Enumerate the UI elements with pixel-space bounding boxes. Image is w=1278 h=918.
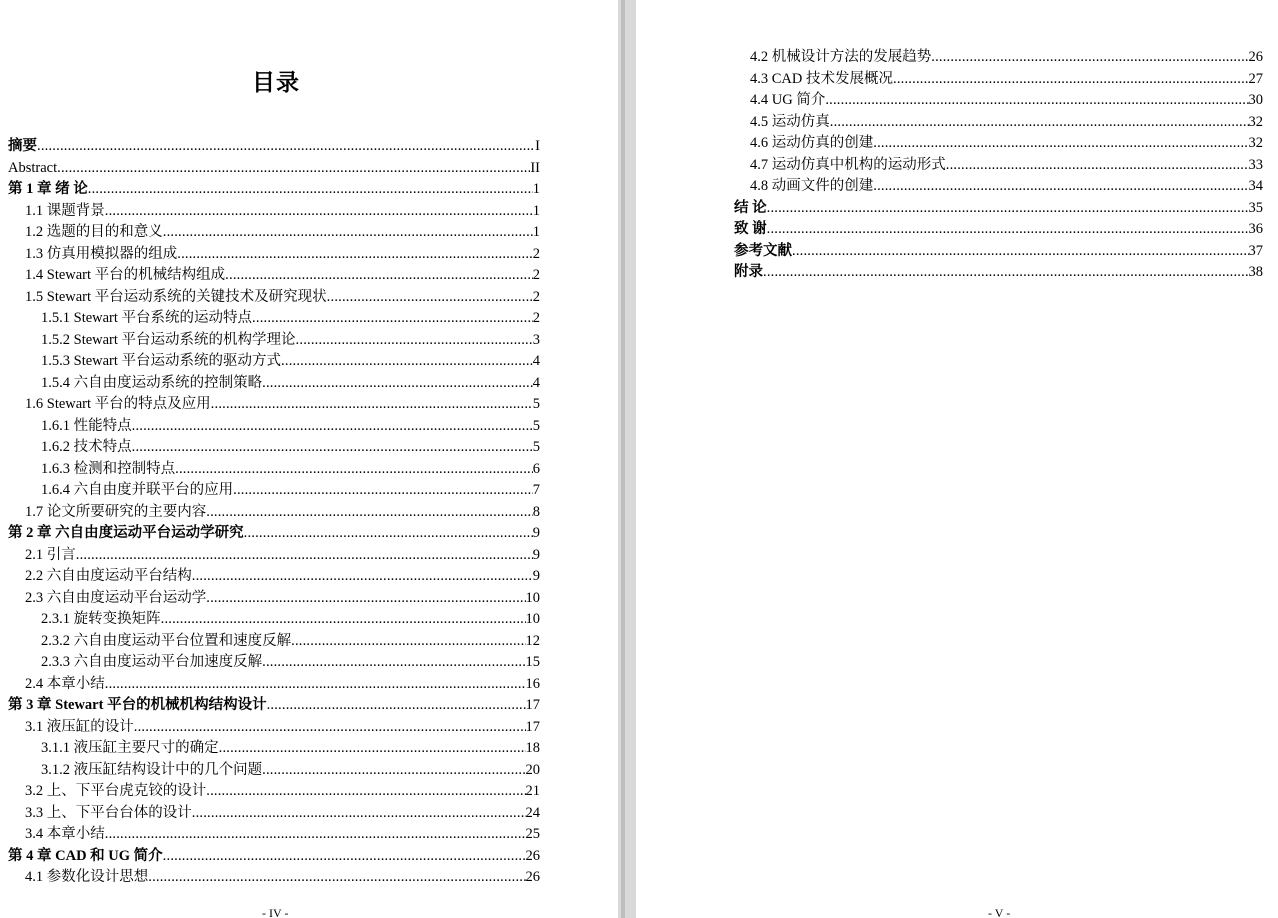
dot-leader: [946, 155, 1249, 177]
toc-entry-page: 21: [525, 783, 540, 799]
dot-leader: [148, 867, 525, 889]
toc-entry-1-5-3[interactable]: [8, 351, 540, 373]
dot-leader: [767, 198, 1249, 220]
toc-entry-page: 17: [525, 697, 540, 713]
toc-entry-page: 35: [1248, 199, 1263, 216]
dot-leader: [105, 674, 526, 696]
dot-leader: [57, 158, 530, 180]
toc-entry-label: 1.6.1 性能特点: [41, 417, 132, 434]
toc-entry-4-5[interactable]: [734, 112, 1263, 134]
toc-entry-label: 3.1 液压缸的设计: [25, 718, 134, 735]
dot-leader: [233, 480, 533, 502]
toc-entry-label: 1.6 Stewart 平台的特点及应用: [25, 396, 211, 412]
toc-entry-page: 30: [1248, 92, 1263, 108]
toc-entry-page: 38: [1248, 264, 1263, 280]
toc-entry-1-1[interactable]: [8, 201, 540, 223]
toc-entry-label: 4.2 机械设计方法的发展趋势: [750, 49, 932, 65]
dot-leader: [262, 652, 525, 674]
toc-entry-3-4[interactable]: [8, 824, 540, 846]
dot-leader: [37, 136, 535, 158]
toc-entry-label: 摘要: [8, 138, 37, 154]
toc-entry-label: 4.1 参数化设计思想: [25, 869, 149, 885]
toc-entry-1-6-4[interactable]: [8, 480, 540, 502]
toc-entry-page: 7: [532, 482, 540, 498]
dot-leader: [175, 459, 533, 481]
toc-entry-page: 2: [532, 245, 540, 262]
toc-entry-label: 4.6 运动仿真的创建: [750, 135, 874, 151]
toc-entry-2-4[interactable]: [8, 674, 540, 696]
toc-entry-1-5-2[interactable]: [8, 330, 540, 352]
toc-entry-label: 1.6.4 六自由度并联平台的应用: [41, 482, 234, 498]
dot-leader: [830, 112, 1249, 134]
toc-entry-label: 第 2 章 六自由度运动平台运动学研究: [8, 525, 244, 541]
toc-entry-page: 26: [525, 847, 540, 864]
toc-entry-label: 2.3.2 六自由度运动平台位置和速度反解: [41, 632, 292, 649]
toc-entry-label: 4.7 运动仿真中机构的运动形式: [750, 156, 946, 173]
toc-entry-references[interactable]: [734, 241, 1263, 263]
dot-leader: [931, 47, 1248, 69]
toc-entry-4-2[interactable]: [734, 47, 1263, 69]
toc-entry-page: 2: [532, 310, 540, 326]
dot-leader: [105, 824, 526, 846]
toc-entry-page: 33: [1248, 156, 1263, 173]
toc-entry-page: 1: [532, 181, 540, 197]
toc-entry-label: 1.5.3 Stewart 平台运动系统的驱动方式: [41, 353, 282, 369]
toc-entry-label: 4.3 CAD 技术发展概况: [750, 70, 893, 87]
toc-entry-chapter-4[interactable]: [8, 846, 540, 868]
toc-entry-3-2[interactable]: [8, 781, 540, 803]
toc-entry-label: 2.1 引言: [25, 546, 76, 563]
toc-entry-chapter-1[interactable]: [8, 179, 540, 201]
toc-entry-abstract-en[interactable]: [8, 158, 540, 180]
toc-entry-page: 10: [525, 611, 540, 627]
toc-entry-page: II: [530, 159, 540, 176]
toc-entry-1-7[interactable]: [8, 502, 540, 524]
dot-leader: [873, 176, 1248, 198]
page-number-footer: - V -: [988, 906, 1011, 918]
toc-entry-2-3-2[interactable]: [8, 631, 540, 653]
toc-entry-label: 参考文献: [734, 242, 792, 259]
toc-entry-label: 3.1.2 液压缸结构设计中的几个问题: [41, 761, 263, 778]
toc-entry-page: 17: [525, 718, 540, 735]
toc-entry-page: 37: [1248, 242, 1263, 259]
toc-entry-label: 3.4 本章小结: [25, 826, 105, 842]
toc-entry-2-3-3[interactable]: [8, 652, 540, 674]
toc-entry-4-3[interactable]: [734, 69, 1263, 91]
dot-leader: [206, 502, 533, 524]
toc-entry-label: 结 论: [734, 199, 767, 216]
toc-entry-label: 4.4 UG 简介: [750, 92, 826, 108]
toc-entry-page: I: [535, 138, 540, 154]
toc-entry-page: 18: [525, 740, 540, 756]
toc-entry-label: 1.4 Stewart 平台的机械结构组成: [25, 267, 226, 283]
toc-entry-page: 6: [532, 460, 540, 477]
dot-leader: [219, 738, 526, 760]
dot-leader: [163, 846, 526, 868]
toc-entry-3-1-1[interactable]: [8, 738, 540, 760]
toc-entry-1-5-1[interactable]: [8, 308, 540, 330]
dot-leader: [252, 308, 533, 330]
toc-entry-page: 5: [532, 439, 540, 455]
toc-entry-3-1[interactable]: [8, 717, 540, 739]
dot-leader: [105, 201, 533, 223]
toc-entry-page: 12: [525, 632, 540, 649]
dot-leader: [267, 695, 526, 717]
toc-entry-1-2[interactable]: [8, 222, 540, 244]
toc-entry-page: 16: [525, 675, 540, 692]
dot-leader: [767, 219, 1249, 241]
toc-entry-1-5[interactable]: [8, 287, 540, 309]
toc-entry-1-6-1[interactable]: [8, 416, 540, 438]
toc-entry-page: 8: [532, 503, 540, 520]
toc-entry-label: 1.1 课题背景: [25, 202, 105, 219]
dot-leader: [161, 609, 526, 631]
toc-entry-2-2[interactable]: [8, 566, 540, 588]
toc-entry-label: 2.2 六自由度运动平台结构: [25, 568, 192, 584]
toc-entry-2-3-1[interactable]: [8, 609, 540, 631]
toc-entry-page: 24: [525, 804, 540, 821]
toc-entry-label: 第 4 章 CAD 和 UG 简介: [8, 847, 163, 864]
toc-entry-page: 5: [532, 417, 540, 434]
toc-entry-page: 25: [525, 826, 540, 842]
toc-entry-1-6[interactable]: [8, 394, 540, 416]
toc-entry-page: 2: [532, 288, 540, 305]
page-gutter: [618, 0, 636, 918]
toc-entry-page: 10: [525, 589, 540, 606]
toc-entry-label: 第 1 章 绪 论: [8, 181, 88, 197]
toc-entry-page: 1: [532, 202, 540, 219]
toc-entry-label: 3.1.1 液压缸主要尺寸的确定: [41, 740, 219, 756]
dot-leader: [88, 179, 533, 201]
dot-leader: [192, 566, 533, 588]
dot-leader: [163, 222, 533, 244]
dot-leader: [262, 760, 525, 782]
dot-leader: [132, 437, 533, 459]
toc-entry-4-4[interactable]: [734, 90, 1263, 112]
toc-list-right: [734, 47, 1263, 284]
page-title: 目录: [252, 70, 300, 96]
toc-entry-page: 4: [532, 353, 540, 369]
toc-entry-page: 5: [532, 396, 540, 412]
dot-leader: [262, 373, 533, 395]
toc-entry-label: 1.5.2 Stewart 平台运动系统的机构学理论: [41, 331, 296, 348]
dot-leader: [132, 416, 533, 438]
toc-entry-acknowledgements[interactable]: [734, 219, 1263, 241]
toc-entry-3-3[interactable]: [8, 803, 540, 825]
toc-entry-page: 20: [525, 761, 540, 778]
toc-entry-1-6-3[interactable]: [8, 459, 540, 481]
toc-entry-label: 1.2 选题的目的和意义: [25, 224, 163, 240]
toc-entry-page: 15: [525, 654, 540, 670]
toc-entry-label: 2.3.1 旋转变换矩阵: [41, 611, 161, 627]
dot-leader: [296, 330, 533, 352]
dot-leader: [893, 69, 1249, 91]
toc-entry-label: Abstract: [8, 159, 58, 176]
toc-entry-page: 26: [1248, 49, 1263, 65]
toc-entry-chapter-2[interactable]: [8, 523, 540, 545]
dot-leader: [873, 133, 1248, 155]
toc-entry-label: 1.6.2 技术特点: [41, 439, 132, 455]
toc-entry-page: 9: [532, 525, 540, 541]
dot-leader: [76, 545, 533, 567]
toc-entry-page: 4: [532, 374, 540, 391]
toc-entry-label: 1.5 Stewart 平台运动系统的关键技术及研究现状: [25, 288, 327, 305]
toc-entry-1-6-2[interactable]: [8, 437, 540, 459]
toc-entry-label: 2.3 六自由度运动平台运动学: [25, 589, 207, 606]
page-number-footer: - IV -: [262, 906, 289, 918]
toc-entry-abstract-cn[interactable]: [8, 136, 540, 158]
toc-entry-page: 9: [532, 546, 540, 563]
toc-entry-label: 1.3 仿真用模拟器的组成: [25, 245, 178, 262]
toc-entry-1-3[interactable]: [8, 244, 540, 266]
toc-entry-4-8[interactable]: [734, 176, 1263, 198]
dot-leader: [134, 717, 526, 739]
toc-entry-page: 9: [532, 568, 540, 584]
dot-leader: [225, 265, 533, 287]
toc-entry-label: 1.6.3 检测和控制特点: [41, 460, 176, 477]
toc-entry-page: 34: [1248, 178, 1263, 194]
toc-entry-page: 3: [532, 331, 540, 348]
dot-leader: [211, 394, 533, 416]
toc-entry-page: 32: [1248, 135, 1263, 151]
toc-entry-label: 4.5 运动仿真: [750, 113, 830, 130]
dot-leader: [763, 262, 1249, 284]
dot-leader: [281, 351, 533, 373]
dot-leader: [825, 90, 1248, 112]
dot-leader: [291, 631, 525, 653]
dot-leader: [206, 781, 525, 803]
toc-entry-label: 1.5.1 Stewart 平台系统的运动特点: [41, 310, 253, 326]
toc-page-left: [0, 0, 618, 918]
toc-entry-2-1[interactable]: [8, 545, 540, 567]
toc-entry-page: 32: [1248, 113, 1263, 130]
toc-entry-label: 3.2 上、下平台虎克铰的设计: [25, 783, 207, 799]
toc-entry-4-6[interactable]: [734, 133, 1263, 155]
toc-entry-1-4[interactable]: [8, 265, 540, 287]
toc-entry-conclusion[interactable]: [734, 198, 1263, 220]
toc-entry-page: 36: [1248, 221, 1263, 237]
dot-leader: [327, 287, 533, 309]
toc-entry-page: 26: [525, 869, 540, 885]
dot-leader: [244, 523, 533, 545]
toc-entry-chapter-3[interactable]: [8, 695, 540, 717]
dot-leader: [792, 241, 1249, 263]
toc-entry-label: 2.3.3 六自由度运动平台加速度反解: [41, 654, 263, 670]
toc-entry-appendix[interactable]: [734, 262, 1263, 284]
toc-entry-label: 3.3 上、下平台台体的设计: [25, 804, 192, 821]
toc-list-left: [8, 136, 540, 889]
toc-entry-1-5-4[interactable]: [8, 373, 540, 395]
toc-entry-page: 2: [532, 267, 540, 283]
toc-entry-4-1[interactable]: [8, 867, 540, 889]
toc-page-right: [636, 0, 1278, 918]
toc-entry-4-7[interactable]: [734, 155, 1263, 177]
toc-entry-2-3[interactable]: [8, 588, 540, 610]
dot-leader: [192, 803, 526, 825]
toc-entry-label: 4.8 动画文件的创建: [750, 178, 874, 194]
toc-entry-label: 1.7 论文所要研究的主要内容: [25, 503, 207, 520]
toc-entry-3-1-2[interactable]: [8, 760, 540, 782]
toc-entry-label: 附录: [734, 264, 763, 280]
toc-entry-page: 1: [532, 224, 540, 240]
toc-entry-page: 27: [1248, 70, 1263, 87]
toc-entry-label: 2.4 本章小结: [25, 675, 105, 692]
toc-entry-label: 第 3 章 Stewart 平台的机械机构结构设计: [8, 697, 267, 713]
toc-entry-label: 致 谢: [734, 221, 767, 237]
toc-entry-label: 1.5.4 六自由度运动系统的控制策略: [41, 374, 263, 391]
dot-leader: [177, 244, 533, 266]
dot-leader: [206, 588, 525, 610]
